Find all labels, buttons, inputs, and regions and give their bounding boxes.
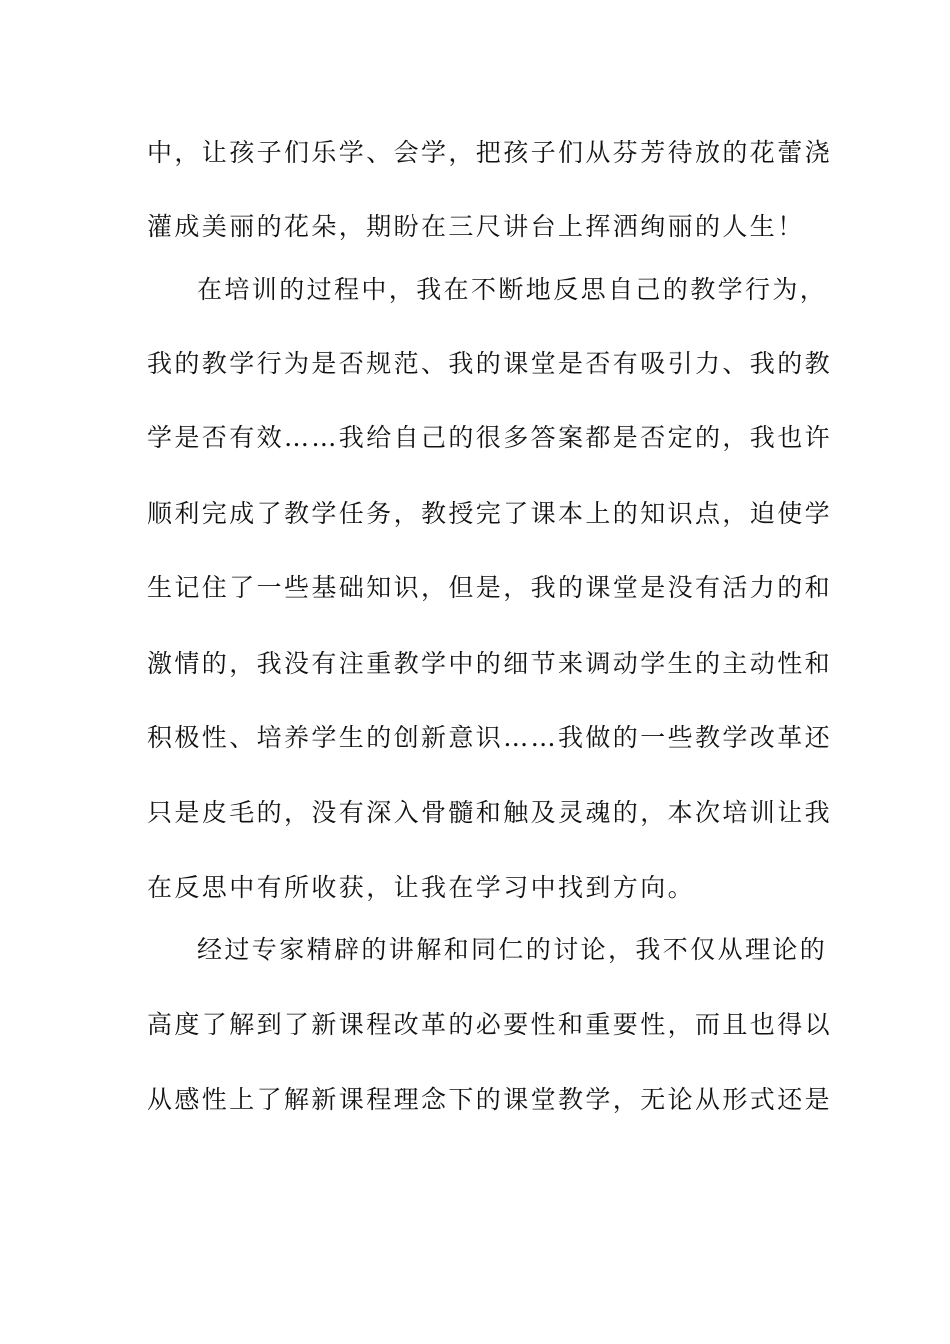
text-line: 只是皮毛的，没有深入骨髓和触及灵魂的，本次培训让我 [147, 798, 833, 827]
text-line: 从感性上了解新课程理念下的课堂教学，无论从形式还是 [147, 1085, 833, 1114]
text-line: 激情的，我没有注重教学中的细节来调动学生的主动性和 [147, 649, 833, 678]
text-line: 顺利完成了教学任务，教授完了课本上的知识点，迫使学 [147, 499, 833, 528]
text-line: 中，让孩子们乐学、会学，把孩子们从芬芳待放的花蕾浇 [147, 138, 833, 167]
paragraph-start-line: 在培训的过程中，我在不断地反思自己的教学行为， [197, 275, 828, 304]
text-line: 生记住了一些基础知识，但是，我的课堂是没有活力的和 [147, 573, 833, 602]
text-line: 我的教学行为是否规范、我的课堂是否有吸引力、我的教 [147, 349, 833, 378]
text-line: 积极性、培养学生的创新意识……我做的一些教学改革还 [147, 723, 833, 752]
text-line: 学是否有效……我给自己的很多答案都是否定的，我也许 [147, 423, 833, 452]
text-line: 在反思中有所收获，让我在学习中找到方向。 [147, 873, 696, 902]
text-line: 灌成美丽的花朵，期盼在三尺讲台上挥洒绚丽的人生！ [147, 212, 805, 241]
paragraph-start-line: 经过专家精辟的讲解和同仁的讨论，我不仅从理论的 [197, 935, 828, 964]
text-line: 高度了解到了新课程改革的必要性和重要性，而且也得以 [147, 1010, 833, 1039]
